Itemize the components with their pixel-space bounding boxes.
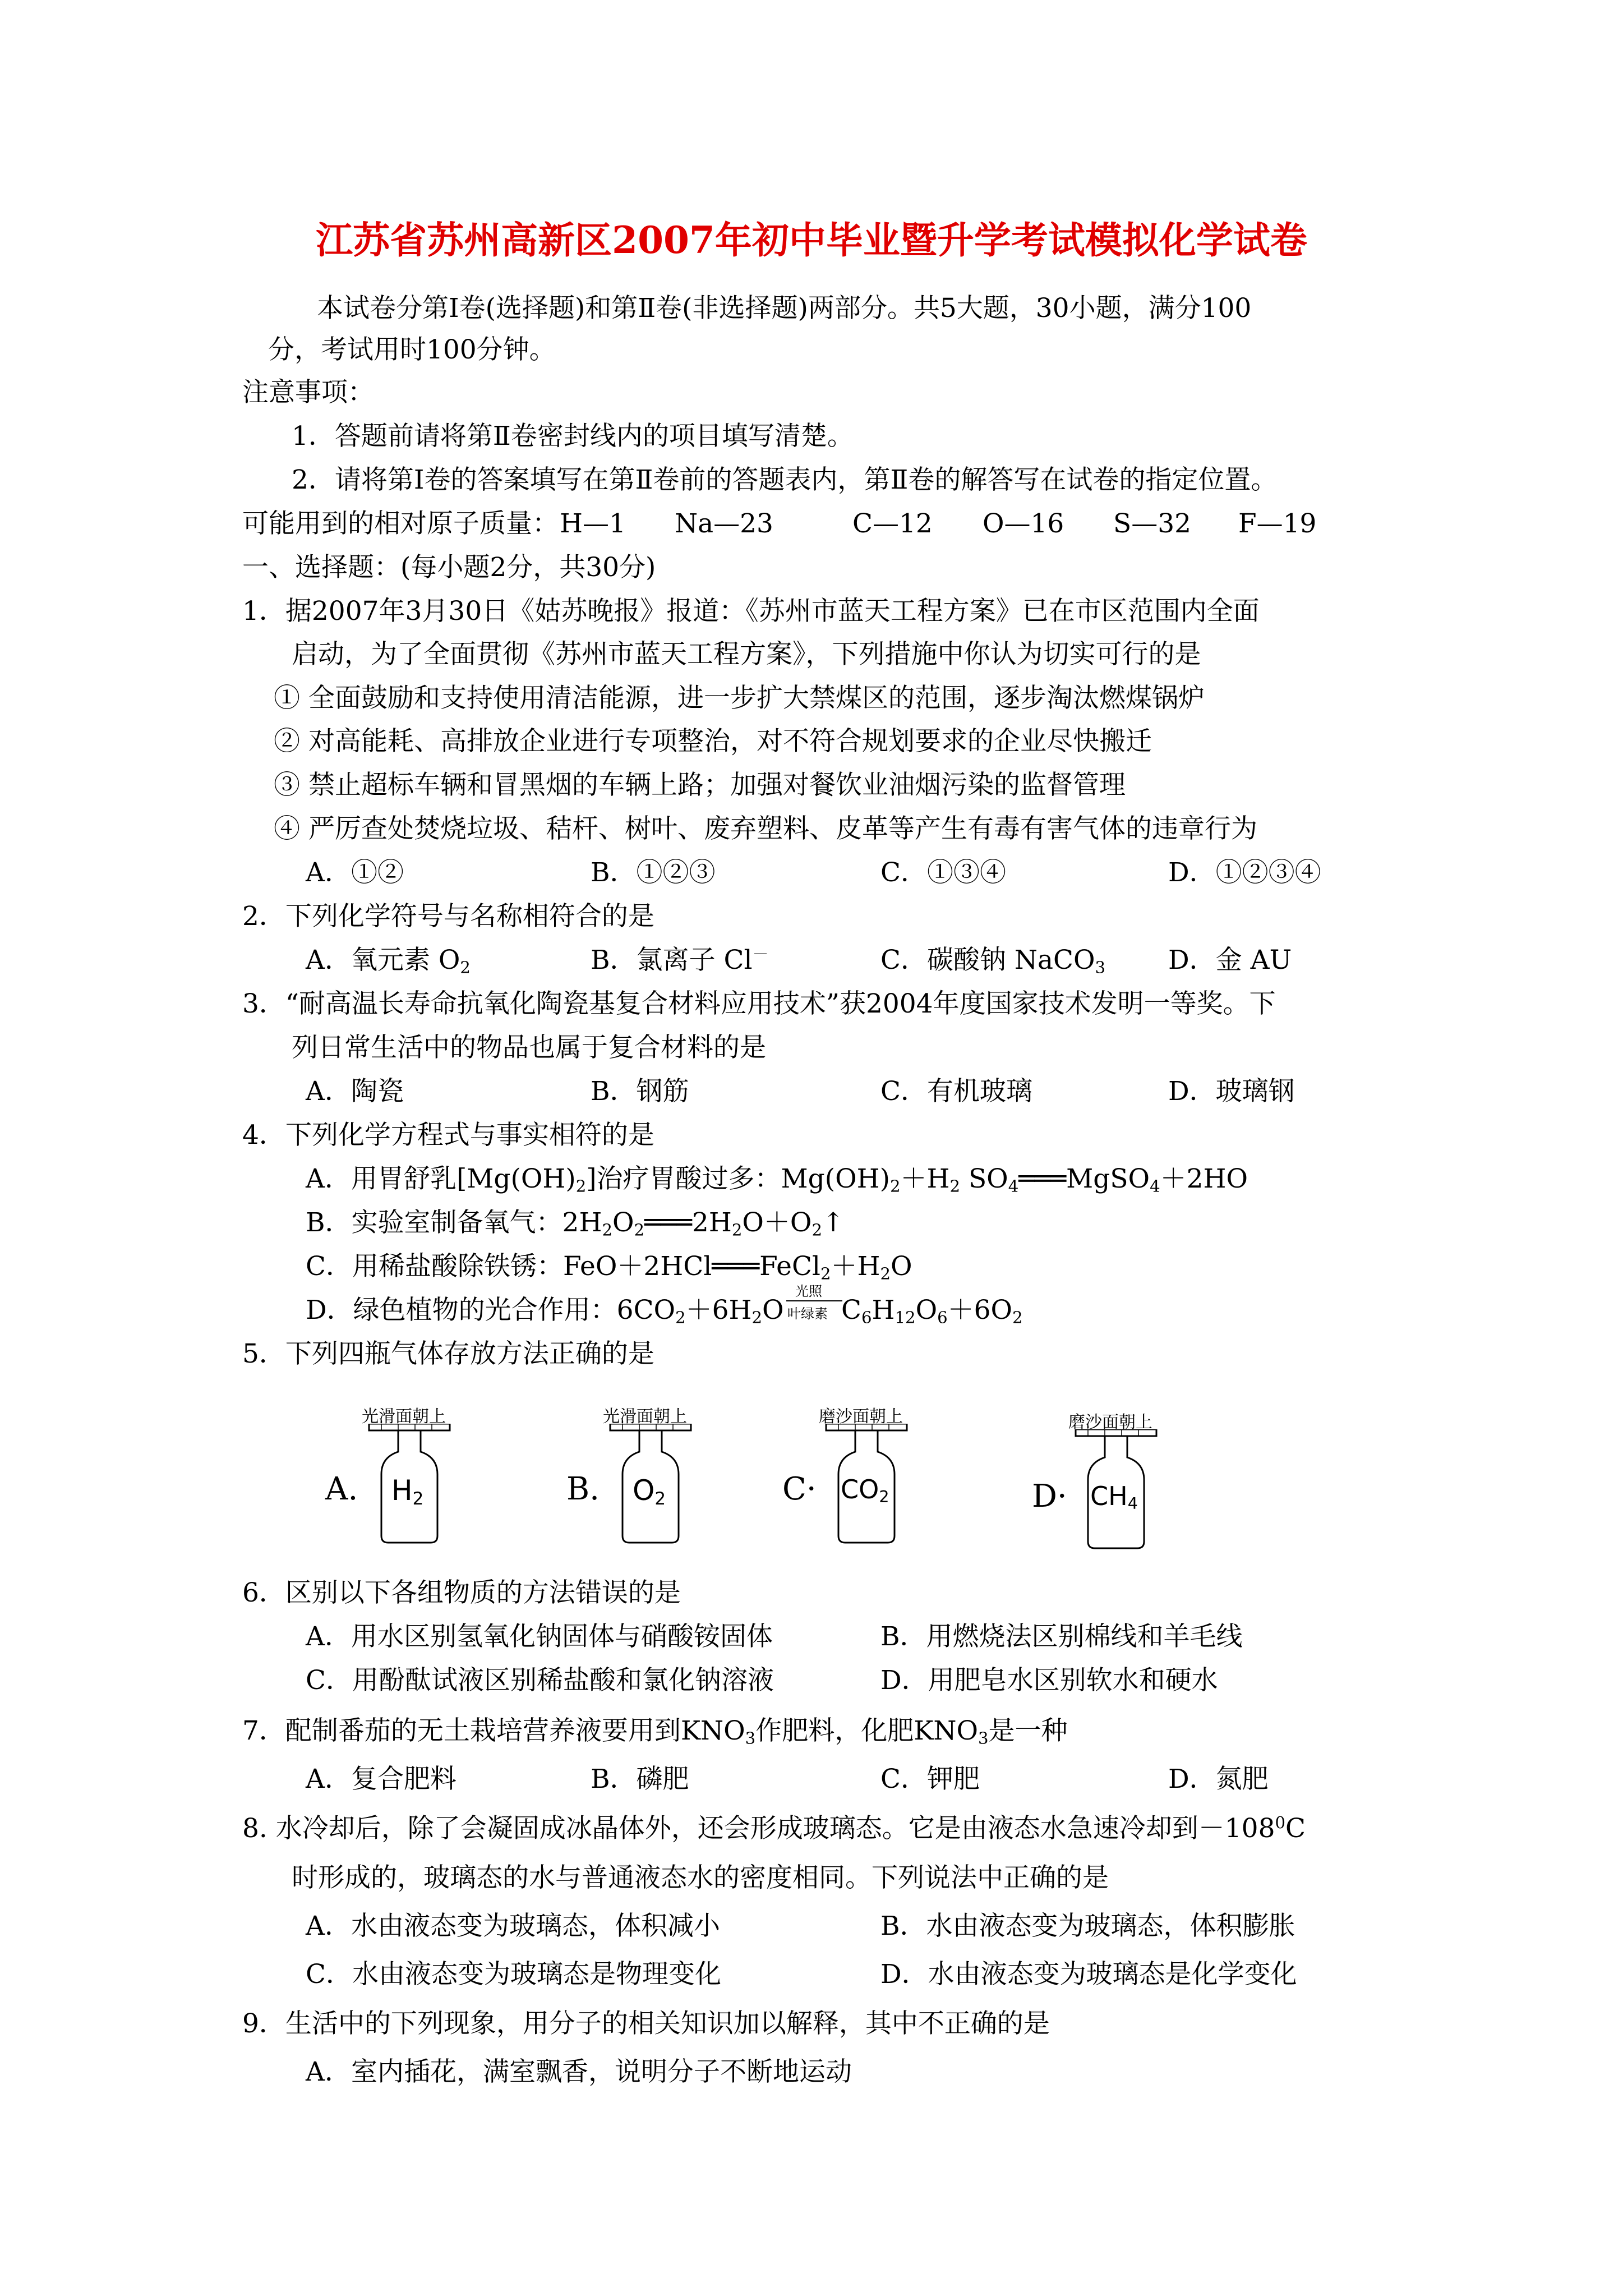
q4-stem: 4．下列化学方程式与事实相符的是 xyxy=(242,1120,654,1151)
q4-option-d-products: $C_6H_{12}O_6+6O_2$ xyxy=(841,1295,1023,1327)
q3-option-c[interactable]: C．有机玻璃 xyxy=(880,1076,1032,1107)
bottle-a-letter: A. xyxy=(325,1471,358,1507)
bottle-a-caption: 光滑面朝上 xyxy=(362,1407,446,1427)
q1-stem-2: 启动，为了全面贯彻《苏州市蓝天工程方案》，下列措施中你认为切实可行的是 xyxy=(292,639,1201,670)
intro-line-2: 分，考试用时100分钟。 xyxy=(268,334,556,365)
q6-option-a[interactable]: A．用水区别氢氧化钠固体与硝酸铵固体 xyxy=(306,1621,773,1652)
q1-item-3: ③ 禁止超标车辆和冒黑烟的车辆上路；加强对餐饮业油烟污染的监督管理 xyxy=(274,770,1126,800)
q4-option-a[interactable]: A．用胃舒乳$[Mg(OH)_2]$治疗胃酸过多：$Mg(OH)_2+H_2$ $SO_4═══MgSO_4+2HO$ xyxy=(306,1163,1248,1196)
q1-item-2: ② 对高能耗、高排放企业进行专项整治，对不符合规划要求的企业尽快搬迁 xyxy=(274,726,1152,757)
q6-option-d[interactable]: D．用肥皂水区别软水和硬水 xyxy=(880,1665,1218,1696)
q8-option-d[interactable]: D．水由液态变为玻璃态是化学变化 xyxy=(880,1959,1297,1990)
q4-condition-arrow xyxy=(786,1300,842,1301)
bottle-c-gas: $CO_2$ xyxy=(841,1474,889,1507)
atomic-mass-s: S—32 xyxy=(1113,508,1192,539)
q7-option-c[interactable]: C．钾肥 xyxy=(880,1764,980,1795)
q7-option-b[interactable]: B．磷肥 xyxy=(591,1764,689,1795)
q4-condition-bottom: 叶绿素 xyxy=(787,1306,828,1322)
q8-option-b[interactable]: B．水由液态变为玻璃态，体积膨胀 xyxy=(880,1911,1295,1941)
q8-stem-1: 8. 水冷却后，除了会凝固成冰晶体外，还会形成玻璃态。它是由液态水急速冷却到$-108^0C$ xyxy=(242,1812,1306,1844)
q5-option-b[interactable] xyxy=(566,1402,695,1548)
q2-option-a[interactable]: A．氧元素 $O_2$ xyxy=(306,945,471,977)
q3-stem-1: 3．“耐高温长寿命抗氧化陶瓷基复合材料应用技术”获2004年度国家技术发明一等奖。下 xyxy=(242,988,1276,1019)
q7-option-a[interactable]: A．复合肥料 xyxy=(306,1764,457,1795)
bottle-b-letter: B. xyxy=(566,1471,600,1507)
q4-option-b[interactable]: B．实验室制备氧气：$2H_2O_2═══2H_2O+O_2↑$ xyxy=(306,1207,845,1240)
bottle-d-letter: D· xyxy=(1032,1478,1067,1515)
q8-option-c[interactable]: C．水由液态变为玻璃态是物理变化 xyxy=(306,1959,721,1990)
bottle-c-caption: 磨沙面朝上 xyxy=(819,1407,903,1427)
q2-option-c[interactable]: C．碳酸钠 NaCO$_3$ xyxy=(880,945,1106,977)
q5-option-a[interactable] xyxy=(325,1402,454,1548)
bottle-b-gas: $O_2$ xyxy=(633,1474,666,1509)
q3-option-a[interactable]: A．陶瓷 xyxy=(306,1076,404,1107)
section-heading: 一、选择题：(每小题2分，共30分) xyxy=(242,552,656,583)
q1-item-4: ④ 严厉查处焚烧垃圾、秸杆、树叶、废弃塑料、皮革等产生有毒有害气体的违章行为 xyxy=(274,813,1257,844)
q3-option-d[interactable]: D．玻璃钢 xyxy=(1168,1076,1295,1107)
q8-option-a[interactable]: A．水由液态变为玻璃态，体积减小 xyxy=(306,1911,720,1941)
q1-option-c[interactable]: C．①③④ xyxy=(880,857,1006,888)
q9-stem: 9．生活中的下列现象，用分子的相关知识加以解释，其中不正确的是 xyxy=(242,2008,1050,2039)
bottle-c-letter: C· xyxy=(782,1471,817,1507)
q2-option-d[interactable]: D．金 AU xyxy=(1168,945,1292,976)
q2-stem: 2．下列化学符号与名称相符合的是 xyxy=(242,901,654,932)
q3-stem-2: 列日常生活中的物品也属于复合材料的是 xyxy=(292,1032,766,1063)
q2-option-b[interactable]: B．氯离子 Cl－ xyxy=(591,944,769,976)
q5-option-c[interactable] xyxy=(782,1402,911,1548)
atomic-mass-f: F—19 xyxy=(1238,508,1317,539)
q5-option-d[interactable] xyxy=(1032,1408,1161,1554)
q6-option-b[interactable]: B．用燃烧法区别棉线和羊毛线 xyxy=(880,1621,1243,1652)
q9-option-a[interactable]: A．室内插花，满室飘香，说明分子不断地运动 xyxy=(306,2056,852,2087)
q7-stem: 7．配制番茄的无土栽培营养液要用到$KNO_3$作肥料，化肥$KNO_3$是一种 xyxy=(242,1715,1068,1748)
bottle-b-caption: 光滑面朝上 xyxy=(603,1407,687,1427)
q6-stem: 6．区别以下各组物质的方法错误的是 xyxy=(242,1577,681,1608)
q5-stem: 5．下列四瓶气体存放方法正确的是 xyxy=(242,1338,654,1369)
q1-option-d[interactable]: D．①②③④ xyxy=(1168,857,1321,888)
q1-option-a[interactable]: A．①② xyxy=(306,857,404,888)
atomic-mass-h: H—1 xyxy=(560,508,626,539)
atomic-mass-c: C—12 xyxy=(852,508,933,539)
q8-stem-2: 时形成的，玻璃态的水与普通液态水的密度相同。下列说法中正确的是 xyxy=(292,1862,1109,1893)
page-title: 江苏省苏州高新区2007年初中毕业暨升学考试模拟化学试卷 xyxy=(316,218,1307,262)
atomic-masses-label: 可能用到的相对原子质量： xyxy=(242,508,559,539)
atomic-masses-row xyxy=(242,507,559,541)
notes-heading: 注意事项： xyxy=(242,377,374,408)
atomic-mass-o: O—16 xyxy=(983,508,1064,539)
bottle-d-caption: 磨沙面朝上 xyxy=(1068,1412,1152,1432)
bottle-d-gas: $CH_4$ xyxy=(1090,1481,1138,1513)
q1-item-1: ① 全面鼓励和支持使用清洁能源，进一步扩大禁煤区的范围，逐步淘汰燃煤锅炉 xyxy=(274,683,1205,714)
q1-option-b[interactable]: B．①②③ xyxy=(591,857,716,888)
q7-option-d[interactable]: D．氮肥 xyxy=(1168,1764,1269,1795)
q3-option-b[interactable]: B．钢筋 xyxy=(591,1076,689,1107)
intro-line-1: 本试卷分第Ⅰ卷(选择题)和第Ⅱ卷(非选择题)两部分。共5大题，30小题，满分100 xyxy=(317,293,1252,324)
q4-condition-top: 光照 xyxy=(795,1283,822,1299)
note-1: 1．答题前请将第Ⅱ卷密封线内的项目填写清楚。 xyxy=(292,421,854,452)
q4-option-d[interactable]: D．绿色植物的光合作用：$6CO_2+6H_2O$ xyxy=(306,1295,784,1327)
note-2: 2．请将第Ⅰ卷的答案填写在第Ⅱ卷前的答题表内，第Ⅱ卷的解答写在试卷的指定位置。 xyxy=(292,464,1278,495)
q6-option-c[interactable]: C．用酚酞试液区别稀盐酸和氯化钠溶液 xyxy=(306,1665,774,1696)
bottle-a-gas: $H_2$ xyxy=(391,1474,424,1509)
q1-stem-1: 1．据2007年3月30日《姑苏晚报》报道：《苏州市蓝天工程方案》已在市区范围内全面 xyxy=(242,596,1260,627)
q4-option-c[interactable]: C．用稀盐酸除铁锈：$FeO+2HCl═══FeCl_2+H_2O$ xyxy=(306,1251,912,1283)
atomic-mass-na: Na—23 xyxy=(675,508,773,539)
